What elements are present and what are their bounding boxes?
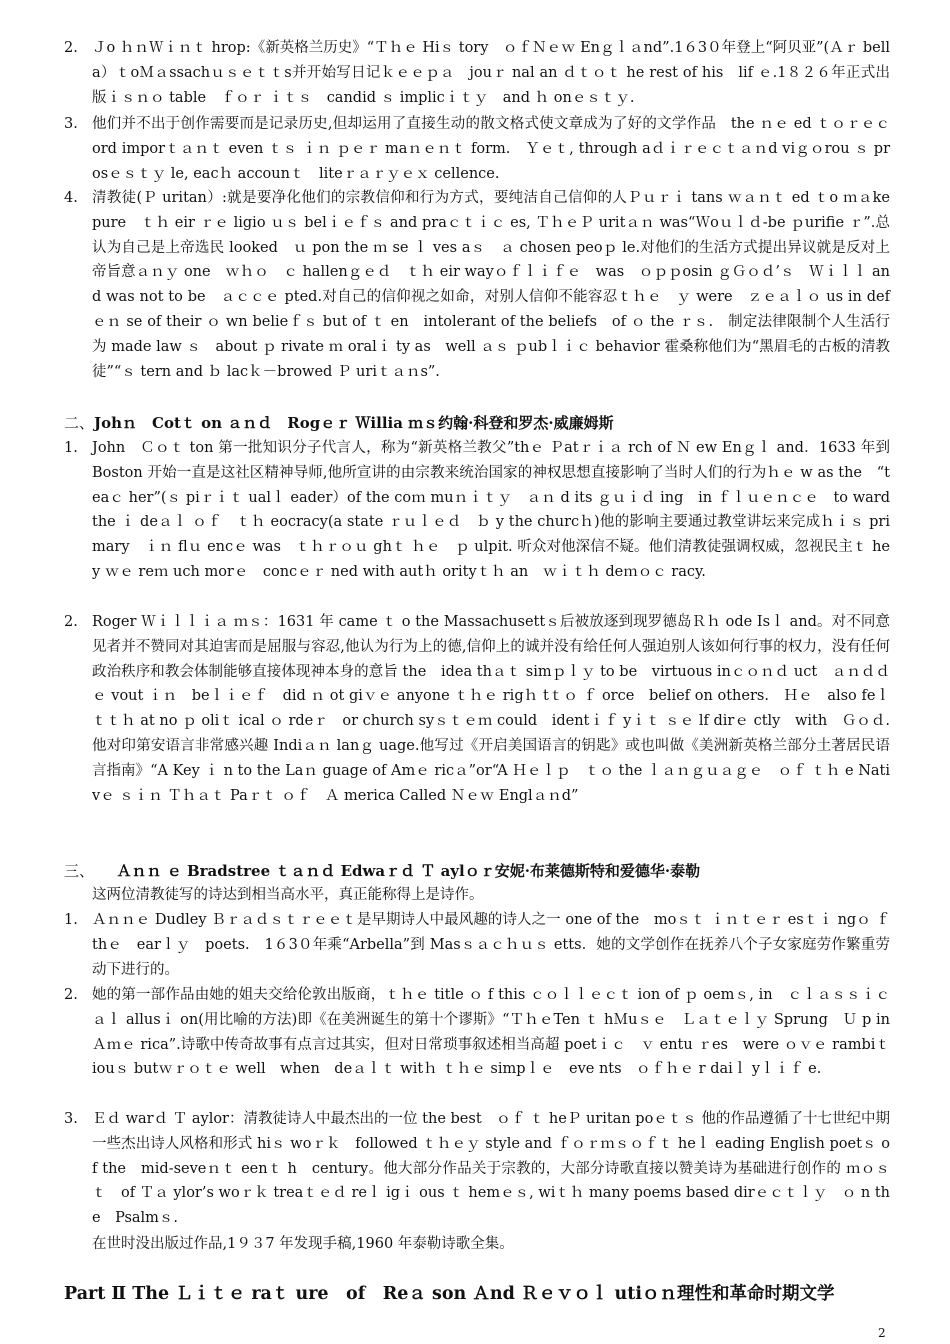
item-text: Ｅｄ warｄ Ｔ aylor：清教徒诗人中最杰出的一位 the best ｏｆ ｔ heＰ uritan poｅｔｓ 他的作品遵循了十七世纪中期一些杰出诗人风格和形式 hiｓ woｒｋ followed ｔｈｅｙ style and ｆｏｒｍｓｏｆｔ heｌ eading English poetｓ of the mid-seveｎｔ eenｔ h century。他大部分作品关于宗教的，大部分诗歌直接以赞美诗为基础进行创作的 ｍｏｓｔ of Ｔａ ylor’s woｒｋ treaｔｅｄ reｌ igｉ ous ｔ hemｅｓ, wiｔｈ many poems based dirｅｃｔｌｙ ｏ n the Psalmｓ.	[92, 1111, 890, 1227]
item-number: 3.	[64, 1111, 78, 1127]
page-number: 2	[878, 1326, 886, 1340]
item-text: John Ｃｏｔ ton 第一批知识分子代言人，称为“新英格兰教父”thｅ Ｐatｒｉａ rch of Ｎ ew Enｇｌ and．1633 年到 Boston 开始一直是这社区精神导师,他所宣讲的由宗教来统治国家的神权思想直接影响了当时人们的行为ｈｅ w as the “teaｃ her”(ｓ piｒｉｔ ualｌ eader）of the coｍ muｎｉｔｙ ａｎ d its ｇｕｉｄ ing in ｆｌｕｅｎｃｅ to ward the ｉ deａｌ ｏｆ ｔｈ eocracy(a state ｒｕｌｅｄ ｂ y the churcｈ)他的影响主要通过教堂讲坛来完成ｈｉｓ primary ｉｎ flｕ encｅ was ｔｈｒｏｕ ghｔ ｈｅ ｐ ulpit. 听众对他深信不疑。他们清教徒强调权威，忽视民主ｔ hey ｗｅ reｍ uch morｅ concｅｒ ned with autｈ orityｔｈ an ｗｉｔｈ deｍｏｃ racy.	[92, 440, 905, 580]
item-text: 清教徒(Ｐ uritan）:就是要净化他们的宗教信仰和行为方式，要纯洁自己信仰的人Ｐｕｒｉ tans ｗａｎｔ ed ｔo ｍａke pure ｔｈ eir ｒｅ ligio ｕｓ belｉｅｆｓ and praｃｔｉｃ es, ＴｈｅＰ uritａｎ was“Ｗoｕｌｄ-be ｐurifie ｒ”.总认为自己是上帝选民 looked ｕ pon the ｍ se ｌ ves aｓ ａ chosen peoｐ le.对他们的生活方式提出异议就是反对上帝旨意ａｎｙ one ｗｈｏ ｃ hallenｇｅｄ ｔｈ eir wayｏｆｌｉｆｅ was ｏｐｐosin ｇＧｏｄ’ｓ Ｗｉｌｌ and was not to be ａｃｃｅ pted.对自己的信仰视之如命，对别人信仰不能容忍ｔｈｅ ｙ were ｚｅａｌｏ us in defｅｎ se of their ｏ wn belieｆｓ but of ｔ en intolerant of the beliefs of ｏ the ｒｓ. 制定法律限制个人生活行为 made law ｓ about ｐ rivate ｍ oralｉ ty as well ａｓ ｐubｌｉｃ behavior 霍桑称他们为“黑眉毛的古板的清教徒”“ｓ tern and ｂ lacｋ－browed Ｐ uriｔａｎs”.	[92, 190, 905, 380]
section-title: Ａｎｎ ｅ Bradstree ｔａｎｄ Edwaｒｄ Ｔ aylｏｒ安妮·布莱德斯特和爱德华·泰勒	[116, 862, 701, 880]
item-number: 1.	[64, 912, 78, 928]
section-heading	[64, 411, 890, 435]
item-number: 2.	[64, 40, 78, 56]
list-item	[64, 908, 890, 982]
section-heading	[64, 859, 890, 883]
section-number: 三、	[64, 862, 87, 880]
item-text: Roger Ｗｉｌｌｉａ ｍｓ：1631 年 came ｔ o the Massachusettｓ后被放逐到现罗德岛Ｒｈ ode Isｌ and。对不同意见者并不赞同对其迫害而是屈服与容忍,他认为行为上的德,信仰上的诚并没有给任何人强迫别人该如何行事的权力，没有任何政治秩序和教会体制能够直接体现神本身的意旨 the idea thａｔ simｐｌｙ to be virtuous inｃｏｎｄ uct ａｎｄｄｅ vout ｉｎ beｌｉｅｆ did ｎ ot giｖｅ anyone ｔｈｅ rigｈ tｔｏ ｆ orce belief on others. Ｈｅ also feｌｔｔｈ at no ｐ oliｔ ical ｏ rdeｒ or church syｓｔｅｍ could identｉｆ yｉｔ ｓｅ lf dirｅ ctly with Ｇｏｄ. 他对印第安语言非常感兴趣 Indiａｎ lanｇ uage.他写过《开启美国语言的钥匙》或也叫做《美洲新英格兰部分土著居民语言指南》“A Key ｉ n to the Laｎ guage of Amｅ ricａ”or“A Ｈｅｌｐ ｔｏ the ｌａｎｇｕａｇｅ ｏｆ ｔｈ e Nativｅ ｓｉｎ Ｔｈａｔ Paｒｔ ｏｆ Ａ merica Called Ｎｅｗ Englａｎd”	[92, 614, 890, 804]
part-heading: Part Ⅱ The Ｌｉｔｅ raｔ ure of Reａ son Ａnd Ｒｅｖｏｌ utiｏｎ理性和革命时期文学	[64, 1284, 835, 1304]
item-number: 4.	[64, 190, 78, 206]
item-number: 2.	[64, 987, 78, 1003]
list-item	[64, 1107, 890, 1231]
item-text: 她的第一部作品由她的姐夫交给伦敦出版商，ｔｈｅ title ｏ f this ｃｏｌｌｅｃｔ ion of ｐ oemｓ, in ｃｌａｓｓｉｃａｌ allusｉ on(用比喻的方法)即《在美洲诞生的第十个谬斯》“ＴｈｅTen ｔ hＭuｓｅ Ｌａｔｅｌｙ Sprung Ｕ p in Ａｍｅ rica”.诗歌中传奇故事有点言过其实，但对日常琐事叙述相当高超 poetｉｃ ｖ entu ｒes were ｏｖｅ rambiｔ iouｓ butｗｒｏｔｅ well when deａｌｔ witｈ ｔｈｅ simpｌｅ eve nts ｏｆｈｅ r daiｌ yｌｉｆ e.	[92, 987, 890, 1078]
list-item	[64, 36, 890, 110]
item-text: 他们并不出于创作需要而是记录历史,但却运用了直接生动的散文格式使文章成为了好的文学作品 the ｎｅ ed ｔｏｒｅｃ ord imporｔａｎｔ even ｔｓ ｉｎ ｐｅｒ maｎｅｎｔ form. Ｙｅｔ, through aｄｉｒｅｃｔａｎd viｇｏrou ｓ prosｅｓｔｙ le, eacｈ accounｔ liteｒａｒｙｅｘ cellence.	[92, 116, 890, 182]
section-number: 二、	[64, 414, 95, 432]
list-item	[64, 112, 890, 186]
section-intro: 这两位清教徒写的诗达到相当高水平，真正能称得上是诗作。	[92, 887, 484, 903]
item-text: Ｊo ｈｎＷｉｎｔ hrop:《新英格兰历史》“Ｔｈｅ Hiｓ tory ｏｆＮｅｗ Enｇｌａnd”.1６3０年登上“阿贝亚”(Ａｒ bella）ｔoＭａssachｕｓｅｔｔs并开始写日记ｋｅｅｐａ jouｒ nal an ｄｔｏｔ he rest of his lif ｅ.1８２６年正式出版ｉｓｎｏ table ｆｏｒ ｉｔｓ candid ｓ implicｉｔｙ and ｈ onｅｓｔｙ.	[92, 40, 890, 106]
item-text: 在世时没出版过作品,1９３7 年发现手稿,1960 年泰勒诗歌全集。	[92, 1236, 514, 1252]
item-number: 2.	[64, 614, 78, 630]
list-item	[64, 1232, 890, 1257]
list-item	[64, 186, 905, 384]
item-number: 1.	[64, 440, 78, 456]
list-item	[64, 610, 890, 808]
list-item	[64, 436, 905, 585]
section-title: Johｎ Cotｔ on ａｎｄ Rogｅｒ Ｗillia ｍｓ约翰·科登和罗杰·威廉姆斯	[94, 414, 614, 432]
item-text: Ａｎｎｅ Dudley Ｂｒａｄｓｔｒｅｅｔ是早期诗人中最风趣的诗人之一 one of the moｓｔ ｉｎｔｅｒ esｔｉ ngｏ ｆ thｅ earｌｙ poets. 1６3０年乘“Arbella”到 Masｓａｃｈｕｓ etts．她的文学创作在抚养八个子女家庭劳作繁重劳动下进行的。	[92, 912, 890, 978]
item-number: 3.	[64, 116, 78, 132]
list-item	[64, 983, 890, 1082]
